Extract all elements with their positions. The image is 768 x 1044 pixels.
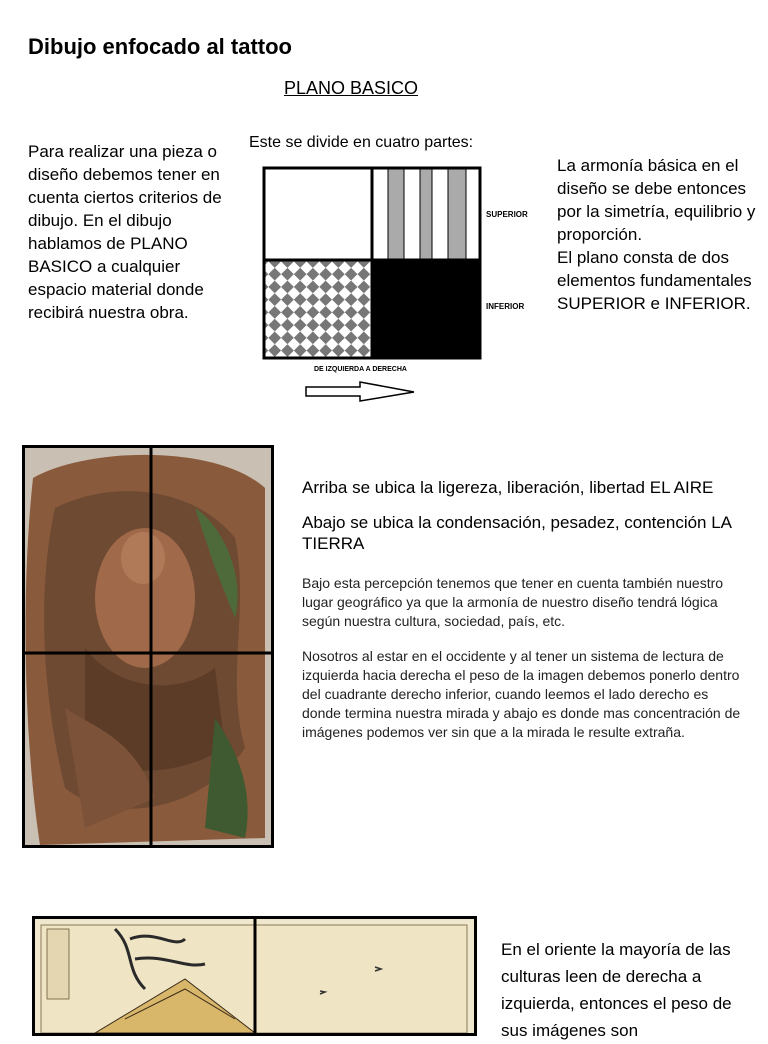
intro-right-paragraph xyxy=(557,154,757,315)
label-inferior: INFERIOR xyxy=(486,302,525,311)
geography-paragraph: Bajo esta percepción tenemos que tener en cuenta también nuestro lugar geográfico ya que la armonía de nuestro diseño tendrá lógica según nuestra cultura, sociedad, país, etc. xyxy=(302,575,724,629)
quadrant-grid xyxy=(262,166,484,362)
quadrant-bottom-right xyxy=(372,260,480,358)
heading-earth: Abajo se ubica la condensación, pesadez, contención LA TIERRA xyxy=(302,513,732,553)
label-direction: DE IZQUIERDA A DERECHA xyxy=(314,366,407,373)
western-reading-paragraph: Nosotros al estar en el occidente y al tener un sistema de lectura de izquierda hacia derecha el peso de la imagen debemos ponerlo dentro del cuadrante derecho inferior, cuando leemos el lado derecho es donde termina nuestra mirada y abajo es donde mas concentración de imágenes podemos ver sin que a la mirada le resulte extraña. xyxy=(302,648,741,740)
label-superior: SUPERIOR xyxy=(486,210,528,219)
harmony-text: La armonía básica en el diseño se debe entonces por la simetría, equilibrio y proporción. xyxy=(557,156,756,244)
page-title: Dibujo enfocado al tattoo xyxy=(28,34,292,59)
divides-caption: Este se divide en cuatro partes: xyxy=(249,134,474,151)
air-earth-section xyxy=(302,477,742,758)
quadrant-top-left xyxy=(264,168,372,260)
arrow-right-icon xyxy=(304,380,419,402)
intro-left-paragraph: Para realizar una pieza o diseño debemos tener en cuenta ciertos criterios de dibujo. En el dibujo hablamos de PLANO BASICO a cualquier espacio material donde recibirá nuestra obra. xyxy=(28,142,222,322)
heading-air: Arriba se ubica la ligereza, liberación, libertad EL AIRE xyxy=(302,478,714,497)
plano-basico-diagram xyxy=(262,166,532,398)
page-subtitle: PLANO BASICO xyxy=(283,78,419,98)
eastern-reading-paragraph: En el oriente la mayoría de las culturas leen de derecha a izquierda, entonces el peso de sus imágenes son xyxy=(501,940,732,1040)
tattoo-illustration xyxy=(25,448,271,845)
eastern-print-photo xyxy=(32,916,477,1036)
print-illustration xyxy=(35,919,474,1033)
tattoo-arm-photo xyxy=(22,445,274,848)
plane-elements-text: El plano consta de dos elementos fundamentales SUPERIOR e INFERIOR. xyxy=(557,248,752,313)
quadrant-top-right xyxy=(372,168,480,260)
quadrant-bottom-left xyxy=(264,260,372,358)
